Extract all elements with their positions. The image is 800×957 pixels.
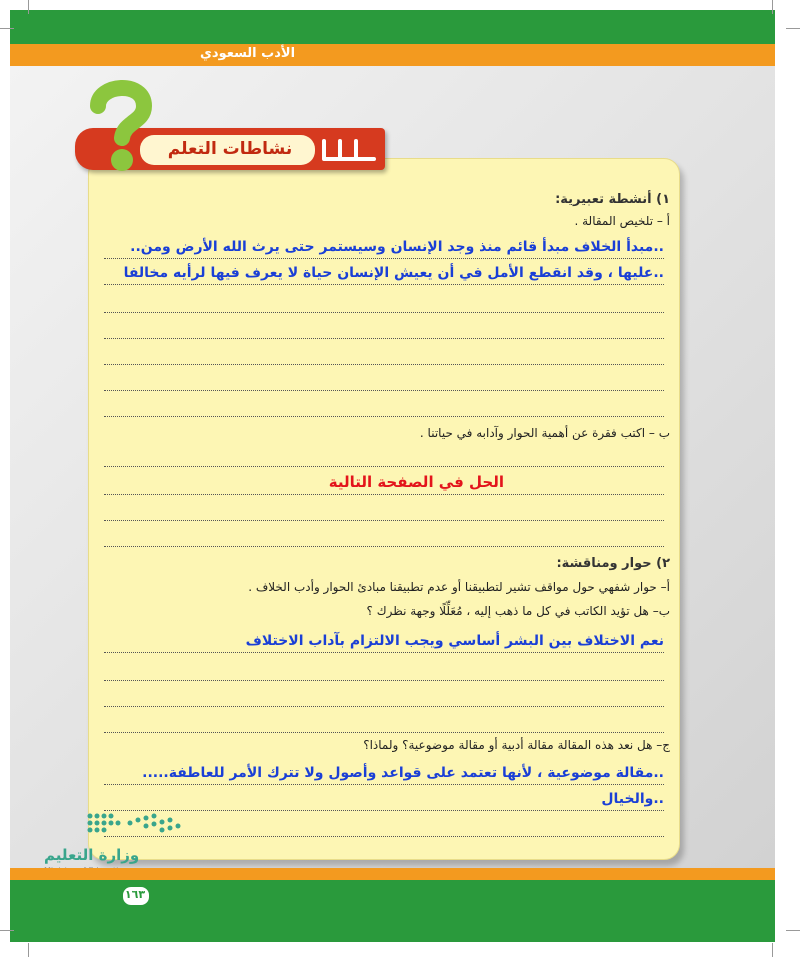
ministry-name-arabic: وزارة التعليم xyxy=(44,846,140,864)
crop-mark xyxy=(772,943,773,957)
top-bar xyxy=(10,10,775,44)
crop-mark xyxy=(786,28,800,29)
crop-mark xyxy=(786,930,800,931)
blank-line xyxy=(104,444,664,467)
answer-a-line2: ..عليها ، وقد انقطع الأمل في أن يعيش الإنسان حياة لا يعرف فيها لرأيه مخالفا xyxy=(123,265,664,281)
blank-line xyxy=(104,524,664,547)
answer-line xyxy=(104,788,664,811)
blank-line xyxy=(104,342,664,365)
answer-a-line1: ..مبدأ الخلاف مبدأ قائم منذ وجد الإنسان وسيستمر حتى يرث الله الأرض ومن.. xyxy=(130,239,664,255)
answer-line xyxy=(104,236,664,259)
ministry-logo-icon xyxy=(84,808,184,840)
banner-title: نشاطات التعلم xyxy=(167,139,293,159)
answer-line xyxy=(104,262,664,285)
answer-line xyxy=(104,630,664,653)
blank-line xyxy=(104,290,664,313)
blank-line xyxy=(104,710,664,733)
banner-decoration xyxy=(318,133,380,167)
answer-b: الحل في الصفحة التالية xyxy=(328,473,504,491)
blank-line xyxy=(104,684,664,707)
crop-mark xyxy=(0,930,14,931)
crop-mark xyxy=(28,943,29,957)
answer-line xyxy=(104,762,664,785)
page-number: ١٦٣ xyxy=(124,888,146,901)
section2-item-b: ب– هل تؤيد الكاتب في كل ما ذهب إليه ، مُعَلِّلًا وجهة نظرك ؟ xyxy=(366,604,670,618)
blank-line xyxy=(104,498,664,521)
question-mark-icon xyxy=(86,76,156,176)
answer-2c-line1: ..مقالة موضوعية ، لأنها تعتمد على قواعد وأصول ولا تترك الأمر للعاطفة..... xyxy=(142,765,664,781)
section1-item-a: أ – تلخيص المقالة . xyxy=(574,214,670,228)
blank-line xyxy=(104,368,664,391)
footer-strip xyxy=(10,868,775,880)
blank-line xyxy=(104,316,664,339)
section1-item-b: ب – اكتب فقرة عن أهمية الحوار وآدابه في حياتنا . xyxy=(419,426,670,440)
answer-2c-line2: ..والخيال xyxy=(601,791,664,807)
crop-mark xyxy=(772,0,773,14)
section2-item-a: أ– حوار شفهي حول مواقف تشير لتطبيقنا أو عدم تطبيقنا مبادئ الحوار وأدب الخلاف . xyxy=(248,580,670,594)
blank-line xyxy=(104,814,664,837)
header-title: الأدب السعودي xyxy=(200,46,296,61)
answer-line xyxy=(104,472,664,495)
blank-line xyxy=(104,394,664,417)
section2-item-c: ج– هل نعد هذه المقالة مقالة أدبية أو مقالة موضوعية؟ ولماذا؟ xyxy=(363,738,670,752)
header-strip xyxy=(10,44,775,66)
section1-heading: ١) أنشطة تعبيرية: xyxy=(555,192,670,207)
crop-mark xyxy=(0,28,14,29)
section2-heading: ٢) حوار ومناقشة: xyxy=(556,556,670,571)
crop-mark xyxy=(28,0,29,14)
answer-2b: نعم الاختلاف بين البشر أساسي ويجب الالتزام بآداب الاختلاف xyxy=(245,633,664,649)
blank-line xyxy=(104,658,664,681)
